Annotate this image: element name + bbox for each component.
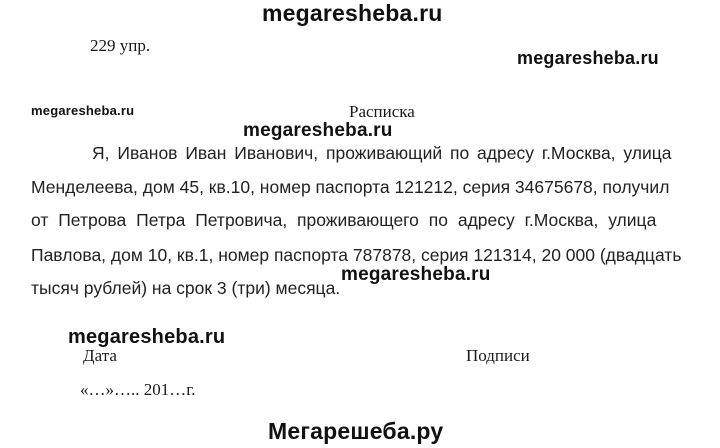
- date-label: Дата: [83, 346, 117, 365]
- body-line-5: тысяч рублей) на срок 3 (три) месяца.: [31, 278, 341, 298]
- watermark-center-upper: megaresheba.ru: [243, 120, 393, 141]
- watermark-left-small: megaresheba.ru: [31, 103, 135, 118]
- body-line-4: Павлова, дом 10, кв.1, номер паспорта 787878, серия 121314, 20 000 (двадцать: [31, 245, 682, 265]
- date-placeholder: «…»….. 201…г.: [80, 380, 196, 399]
- watermark-top: megaresheba.ru: [262, 0, 443, 26]
- watermark-right: megaresheba.ru: [517, 48, 659, 68]
- signatures-label: Подписи: [466, 346, 530, 365]
- body-line-2: Менделеева, дом 45, кв.10, номер паспорта 121212, серия 34675678, получил: [31, 177, 670, 197]
- exercise-number: 229 упр.: [90, 36, 151, 55]
- body-line-3: от Петрова Петра Петровича, проживающего по адресу г.Москва, улица: [31, 210, 657, 230]
- watermark-center-lower: megaresheba.ru: [341, 264, 491, 285]
- watermark-bottom: Мегарешеба.ру: [268, 418, 444, 444]
- body-line-1: Я, Иванов Иван Иванович, проживающий по адресу г.Москва, улица: [92, 143, 672, 163]
- document-title: Расписка: [349, 102, 415, 121]
- watermark-left: megaresheba.ru: [68, 326, 226, 348]
